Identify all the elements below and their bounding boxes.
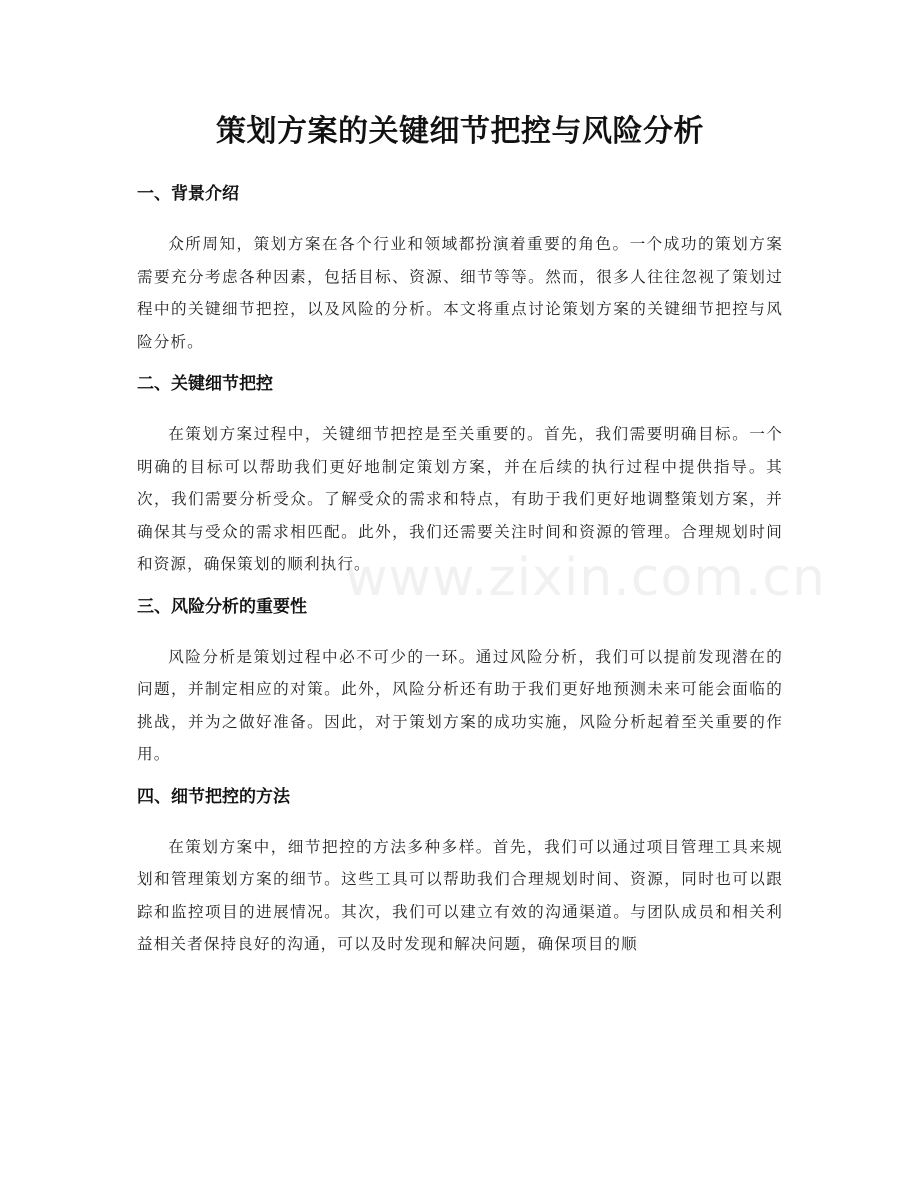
section-heading: 二、关键细节把控 <box>137 374 273 394</box>
section-heading: 一、背景介绍 <box>137 184 239 204</box>
section-paragraph: 风险分析是策划过程中必不可少的一环。通过风险分析，我们可以提前发现潜在的问题，并制定相应的对策。此外，风险分析还有助于我们更好地预测未来可能会面临的挑战，并为之做好准备。因此，对于策划方案的成功实施，风险分析起着至关重要的作用。 <box>137 647 783 763</box>
section-detail-methods <box>137 783 783 961</box>
watermark: www.zixin.com.cn <box>345 548 826 608</box>
section-paragraph: 在策划方案中，细节把控的方法多种多样。首先，我们可以通过项目管理工具来规划和管理策划方案的细节。这些工具可以帮助我们合理规划时间、资源，同时也可以跟踪和监控项目的进展情况。其次，我们可以建立有效的沟通渠道。与团队成员和相关利益相关者保持良好的沟通，可以及时发现和解决问题，确保项目的顺 <box>137 837 783 953</box>
section-heading: 三、风险分析的重要性 <box>137 596 307 617</box>
section-risk-importance <box>137 593 783 771</box>
section-key-details <box>137 370 783 581</box>
section-paragraph: 在策划方案过程中，关键细节把控是至关重要的。首先，我们需要明确目标。一个明确的目标可以帮助我们更好地制定策划方案，并在后续的执行过程中提供指导。其次，我们需要分析受众。了解受众的需求和特点，有助于我们更好地调整策划方案，并确保其与受众的需求相匹配。此外，我们还需要关注时间和资源的管理。合理规划时间和资源，确保策划的顺利执行。 <box>137 425 783 573</box>
section-paragraph: 众所周知，策划方案在各个行业和领域都扮演着重要的角色。一个成功的策划方案需要充分考虑各种因素，包括目标、资源、细节等等。然而，很多人往往忽视了策划过程中的关键细节把控，以及风险的分析。本文将重点讨论策划方案的关键细节把控与风险分析。 <box>137 235 783 351</box>
section-heading: 四、细节把控的方法 <box>137 786 290 807</box>
document-body <box>137 180 783 973</box>
section-background <box>137 180 783 358</box>
document-title: 策划方案的关键细节把控与风险分析 <box>216 114 704 149</box>
